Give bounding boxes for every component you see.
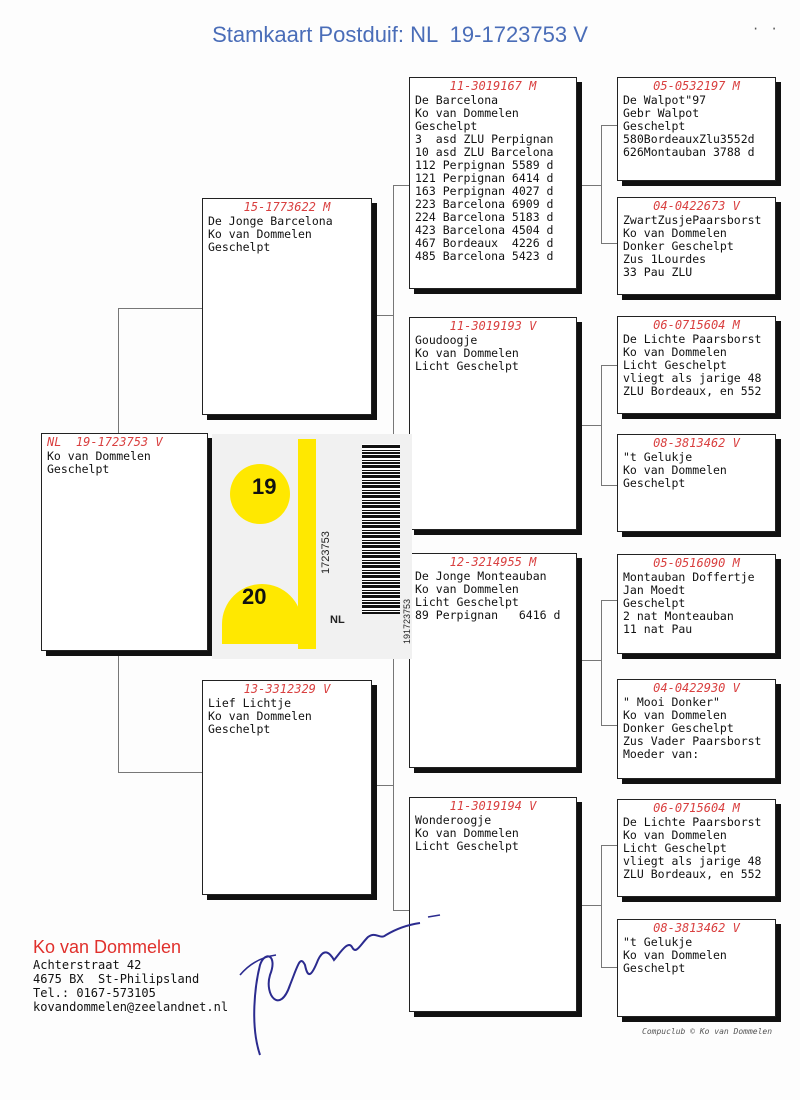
- pigeon-line: 121 Perpignan 6414 d: [415, 171, 554, 185]
- pigeon-line: Jan Moedt: [623, 583, 686, 597]
- pigeon-line: Geschelpt: [623, 596, 686, 610]
- pigeon-line: Donker Geschelpt: [623, 721, 734, 735]
- pigeon-line: Donker Geschelpt: [623, 239, 734, 253]
- pedigree-box-mfm: [617, 679, 776, 779]
- pigeon-line: Ko van Dommelen: [47, 449, 151, 463]
- ring-number: 06-0715604 M: [653, 801, 740, 815]
- pigeon-line: Licht Geschelpt: [623, 841, 727, 855]
- pigeon-line: 485 Barcelona 5423 d: [415, 249, 554, 263]
- ring-number: NL 19-1723753 V: [47, 435, 163, 449]
- pigeon-line: 423 Barcelona 4504 d: [415, 223, 554, 237]
- pigeon-line: Geschelpt: [623, 961, 686, 975]
- ring-number: 04-0422930 V: [653, 681, 740, 695]
- ring-number: 06-0715604 M: [653, 318, 740, 332]
- pigeon-line: 89 Perpignan 6416 d: [415, 608, 561, 622]
- pedigree-box-subject: [41, 433, 208, 651]
- pigeon-line: Ko van Dommelen: [415, 582, 519, 596]
- pedigree-box-mmf: [617, 799, 776, 897]
- pigeon-line: 467 Bordeaux 4226 d: [415, 236, 554, 250]
- pigeon-line: Ko van Dommelen: [623, 226, 727, 240]
- card-year-first: 20: [242, 584, 267, 609]
- pigeon-line: Moeder van:: [623, 747, 700, 761]
- pigeon-line: Goudoogje: [415, 333, 478, 347]
- footer-credit: Compuclub © Ko van Dommelen: [642, 1027, 773, 1036]
- ring-number: 04-0422673 V: [653, 199, 740, 213]
- pedigree-box-mf: [409, 553, 577, 768]
- pigeon-line: 112 Perpignan 5589 d: [415, 158, 554, 172]
- pigeon-line: Geschelpt: [208, 722, 271, 736]
- barcode: [362, 444, 400, 614]
- pedigree-box-father: [202, 198, 372, 415]
- ring-number: 11-3019193 V: [449, 319, 537, 333]
- pigeon-line: Ko van Dommelen: [208, 227, 312, 241]
- card-year-second: 19: [252, 474, 277, 499]
- ring-number: 15-1773622 M: [243, 200, 331, 214]
- pigeon-line: De Barcelona: [415, 93, 499, 107]
- ring-number: 11-3019194 V: [449, 799, 537, 813]
- pedigree-box-mff: [617, 554, 776, 654]
- pigeon-line: Zus Vader Paarsborst: [623, 734, 762, 748]
- pigeon-line: "t Gelukje: [623, 450, 693, 464]
- owner-email: kovandommelen@zeelandnet.nl: [33, 1000, 229, 1014]
- signature-icon: [230, 905, 450, 1070]
- owner-city: 4675 BX St-Philipsland: [33, 972, 200, 986]
- pigeon-line: Geschelpt: [623, 476, 686, 490]
- pigeon-line: ZwartZusjePaarsborst: [623, 213, 762, 227]
- pigeon-line: 626Montauban 3788 d: [623, 145, 755, 159]
- pedigree-box-mother: [202, 680, 372, 895]
- pigeon-line: Licht Geschelpt: [415, 595, 519, 609]
- pedigree-box-mmm: [617, 919, 776, 1017]
- pedigree-box-ffm: [617, 197, 776, 295]
- pigeon-line: ZLU Bordeaux, en 552: [623, 384, 762, 398]
- pedigree-box-fmm: [617, 434, 776, 532]
- pigeon-line: Licht Geschelpt: [415, 359, 519, 373]
- pedigree-box-ff: [409, 77, 577, 289]
- pigeon-line: Geschelpt: [47, 462, 110, 476]
- pigeon-line: ZLU Bordeaux, en 552: [623, 867, 762, 881]
- pigeon-line: Geschelpt: [208, 240, 271, 254]
- pigeon-line: Ko van Dommelen: [415, 346, 519, 360]
- pigeon-line: 580BordeauxZlu3552d: [623, 132, 755, 146]
- pigeon-line: Ko van Dommelen: [623, 345, 727, 359]
- pigeon-line: vliegt als jarige 48: [623, 371, 762, 385]
- owner-phone: Tel.: 0167-573105: [33, 986, 156, 1000]
- pigeon-line: 3 asd ZLU Perpignan: [415, 132, 554, 146]
- pigeon-line: Ko van Dommelen: [623, 463, 727, 477]
- ring-number: 08-3813462 V: [653, 921, 740, 935]
- pigeon-line: Ko van Dommelen: [623, 948, 727, 962]
- corner-dots: · ·: [752, 22, 780, 36]
- pigeon-line: 33 Pau ZLU: [623, 265, 693, 279]
- owner-address: Achterstraat 42: [33, 958, 142, 972]
- pigeon-line: 163 Perpignan 4027 d: [415, 184, 554, 198]
- card-number: 1723753: [320, 531, 332, 574]
- pigeon-line: Geschelpt: [623, 119, 686, 133]
- pigeon-line: Geschelpt: [415, 119, 478, 133]
- pigeon-line: 11 nat Pau: [623, 622, 693, 636]
- card-country: NL: [330, 614, 345, 626]
- pigeon-line: De Jonge Monteauban: [415, 569, 547, 583]
- pigeon-line: 10 asd ZLU Barcelona: [415, 145, 554, 159]
- pigeon-line: " Mooi Donker": [623, 695, 720, 709]
- owner-name: Ko van Dommelen: [33, 937, 182, 957]
- pigeon-line: "t Gelukje: [623, 935, 693, 949]
- pigeon-line: Ko van Dommelen: [415, 106, 519, 120]
- pigeon-line: Lief Lichtje: [208, 696, 292, 710]
- pigeon-line: Gebr Walpot: [623, 106, 700, 120]
- pigeon-line: De Lichte Paarsborst: [623, 332, 762, 346]
- ownership-card: [212, 434, 412, 659]
- pigeon-line: 2 nat Monteauban: [623, 609, 734, 623]
- ring-number: 05-0516090 M: [653, 556, 740, 570]
- pedigree-box-fff: [617, 77, 776, 181]
- pigeon-line: Licht Geschelpt: [623, 358, 727, 372]
- owner-block: [33, 936, 228, 1014]
- pigeon-line: De Walpot"97: [623, 93, 707, 107]
- pedigree-box-fm: [409, 317, 577, 530]
- ring-number: 05-0532197 M: [653, 79, 740, 93]
- page-title: Stamkaart Postduif: NL 19-1723753 V: [212, 22, 588, 47]
- pigeon-line: Licht Geschelpt: [415, 839, 519, 853]
- ring-number: 08-3813462 V: [653, 436, 740, 450]
- pigeon-line: Ko van Dommelen: [415, 826, 519, 840]
- pedigree-box-fmf: [617, 316, 776, 414]
- pigeon-line: Ko van Dommelen: [208, 709, 312, 723]
- pigeon-line: De Lichte Paarsborst: [623, 815, 762, 829]
- pigeon-line: Zus 1Lourdes: [623, 252, 707, 266]
- pigeon-line: De Jonge Barcelona: [208, 214, 333, 228]
- pigeon-line: vliegt als jarige 48: [623, 854, 762, 868]
- pigeon-line: Ko van Dommelen: [623, 828, 727, 842]
- ring-number: 11-3019167 M: [449, 79, 537, 93]
- pigeon-line: 223 Barcelona 6909 d: [415, 197, 554, 211]
- pigeon-line: Wonderoogje: [415, 813, 492, 827]
- pigeon-line: Montauban Doffertje: [623, 570, 755, 584]
- barcode-number: 191723753: [402, 598, 412, 644]
- pigeon-line: Ko van Dommelen: [623, 708, 727, 722]
- ring-number: 13-3312329 V: [243, 682, 331, 696]
- ring-number: 12-3214955 M: [449, 555, 537, 569]
- pigeon-line: 224 Barcelona 5183 d: [415, 210, 554, 224]
